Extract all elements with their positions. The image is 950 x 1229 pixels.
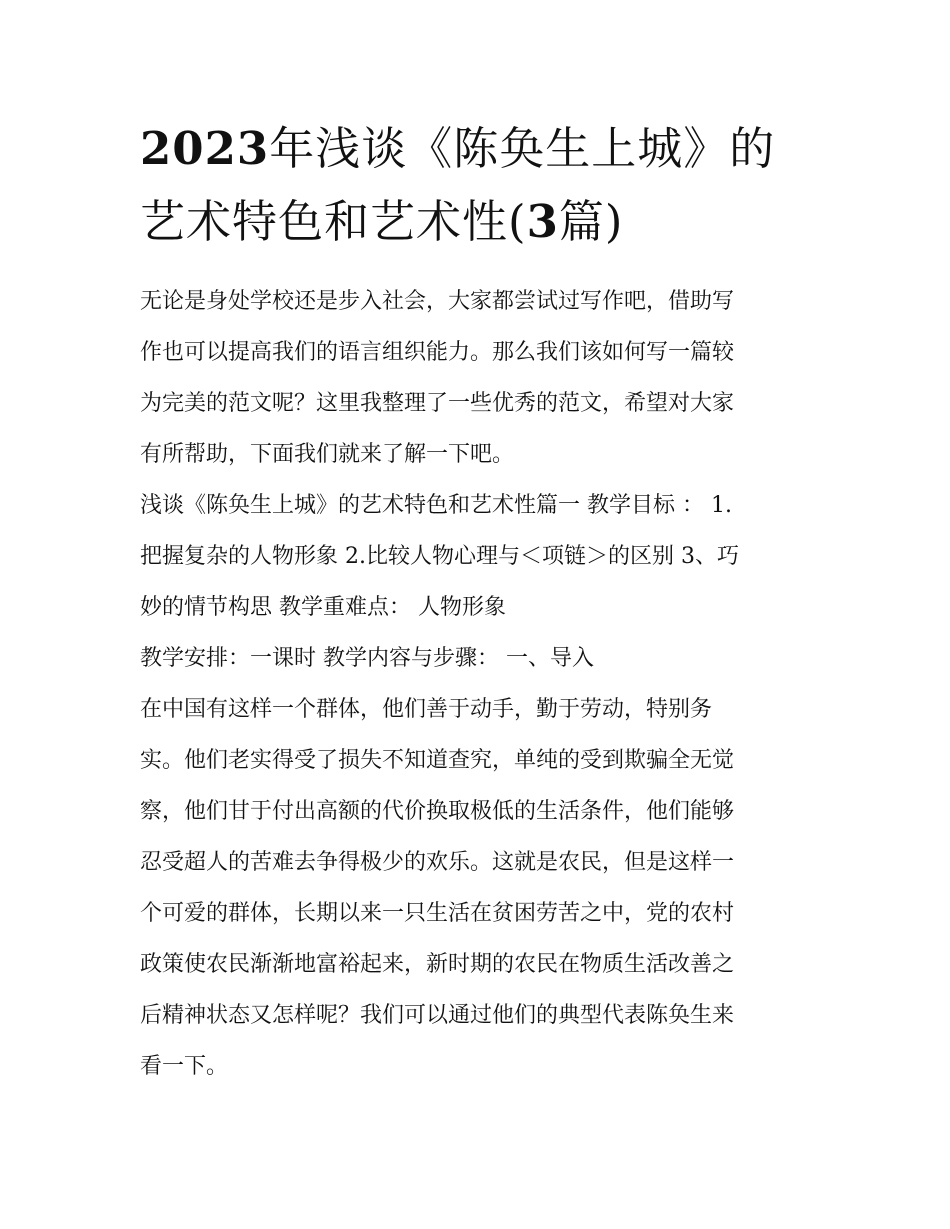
paragraph-line: 察，他们甘于付出高额的代价换取极低的生活条件，他们能够 [140,799,735,824]
paragraph-objectives [140,480,820,633]
paragraph-line: 政策使农民渐渐地富裕起来，新时期的农民在物质生活改善之 [140,952,735,977]
paragraph-arrangement [140,633,820,684]
paragraph-line: 后精神状态又怎样呢？我们可以通过他们的典型代表陈奂生来 [140,1003,735,1028]
paragraph-line: 妙的情节构思 教学重难点： 人物形象 [140,595,506,620]
title-line-2 [140,185,820,258]
paragraph-line: 有所帮助，下面我们就来了解一下吧。 [140,442,515,467]
paragraph-line: 为完美的范文呢？这里我整理了一些优秀的范文，希望对大家 [140,391,735,416]
paragraph-line: 教学安排：一课时 教学内容与步骤： 一、导入 [140,646,594,671]
paragraph-line: 实。他们老实得受了损失不知道查究，单纯的受到欺骗全无觉 [140,748,735,773]
paragraph-intro [140,276,820,480]
paragraph-line: 作也可以提高我们的语言组织能力。那么我们该如何写一篇较 [140,340,735,365]
document-page [140,112,820,1092]
title-line-2-prefix: 艺术特色和艺术性( [140,195,527,248]
title-count: 3 [526,195,559,248]
paragraph-line: 个可爱的群体，长期以来一只生活在贫困劳苦之中，党的农村 [140,901,735,926]
document-title [140,112,820,258]
paragraph-line: 看一下。 [140,1054,229,1079]
paragraph-line: 忍受超人的苦难去争得极少的欢乐。这就是农民，但是这样一 [140,850,735,875]
paragraph-line: 在中国有这样一个群体，他们善于动手，勤于劳动，特别务 [140,697,713,722]
title-line-1-text: 年浅谈《陈奂生上城》的 [269,122,776,175]
title-line-2-suffix: 篇) [558,195,624,248]
title-year: 2023 [140,122,270,175]
paragraph-line: 浅谈《陈奂生上城》的艺术特色和艺术性篇一 教学目标 ： 1. [140,493,732,518]
paragraph-line: 无论是身处学校还是步入社会，大家都尝试过写作吧，借助写 [140,289,735,314]
title-line-1 [140,112,820,185]
paragraph-introduction-body [140,684,820,1092]
paragraph-line: 把握复杂的人物形象 2.比较人物心理与＜项链＞的区别 3、巧 [140,544,739,569]
document-body [140,276,820,1092]
